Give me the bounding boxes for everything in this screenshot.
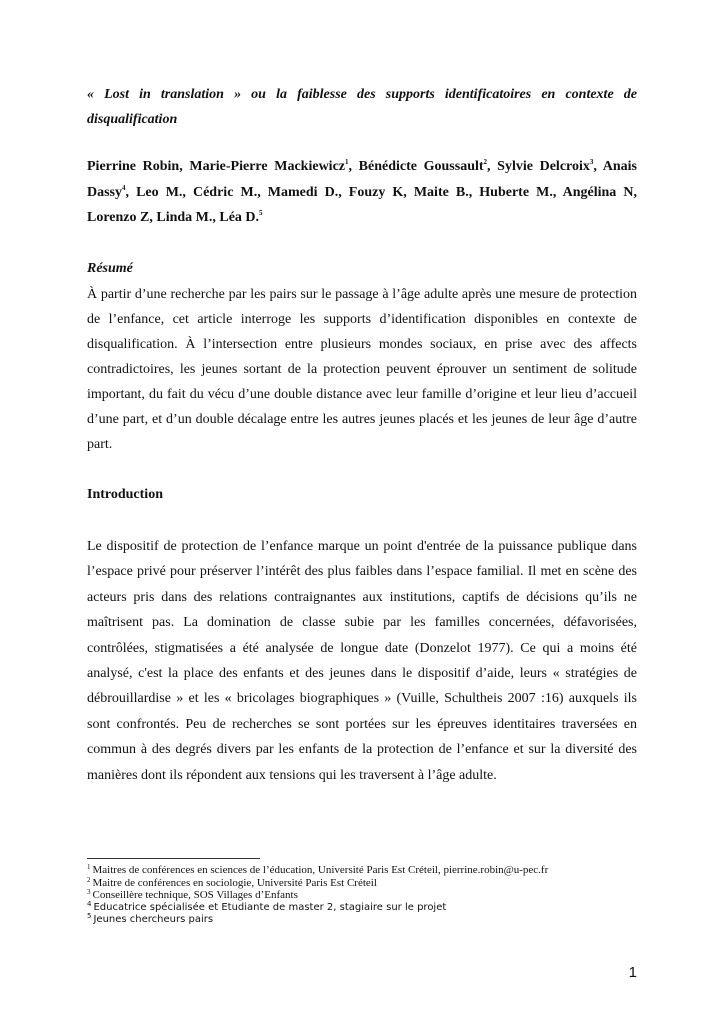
footnote-number: 5 [87, 912, 92, 921]
footnote-separator [87, 858, 260, 859]
footnote-ref[interactable]: 1 [345, 158, 349, 166]
footnote-ref[interactable]: 2 [483, 158, 488, 166]
author-name: Marie-Pierre Mackiewicz [189, 159, 345, 174]
section-heading-introduction: Introduction [87, 487, 163, 502]
footnote-ref[interactable]: 3 [589, 158, 594, 166]
footnote-item [87, 914, 637, 927]
footnote-item [87, 899, 637, 915]
footnote-text: Maitres de conférences en sciences de l’éducation, Université Paris Est Créteil, pierrine.robin@u-pec.fr [92, 864, 549, 876]
document-page [87, 0, 637, 1024]
footnote-ref[interactable]: 4 [122, 183, 126, 192]
footnote-text: Educatrice spécialisée et Etudiante de master 2, stagiaire sur le projet [93, 901, 447, 913]
author-names-rest: , Leo M., Cédric M., Mamedi D., Fouzy K, Maite B., Huberte M., Angélina N, Lorenzo Z, Linda M., Léa D. [87, 184, 637, 225]
footnote-number: 1 [87, 863, 91, 871]
footnote-number: 3 [87, 888, 91, 897]
author-name: , Sylvie Delcroix [487, 159, 590, 174]
footnote-item [87, 889, 637, 902]
footnote-item [87, 864, 637, 877]
abstract-heading: Résumé [87, 261, 133, 276]
abstract-text: À partir d’une recherche par les pairs sur le passage à l’âge adulte après une mesure de protection de l’enfance, cet article interroge les supports d’identification disponibles en contexte de disqualification. À l’intersection entre plusieurs mondes sociaux, en prise avec des affects contradictoires, les jeunes sortant de la protection peuvent éprouver un sentiment de solitude important, du fait du vécu d’une double distance avec leur famille d’origine et leur lieu d’accueil d’une part, et d’un double décalage entre les autres jeunes placés et les jeunes de leur âge d’autre part. [87, 287, 637, 452]
footnote-text: Conseillère technique, SOS Villages d’Enfants [92, 889, 298, 902]
author-name: Pierrine Robin, [87, 159, 190, 174]
footnotes [87, 864, 637, 927]
author-list [87, 154, 637, 231]
article-title: « Lost in translation » ou la faiblesse des supports identificatoires en contexte de disqualification [87, 87, 637, 127]
footnote-number: 4 [87, 899, 92, 908]
author-name: , Anais Dassy [87, 159, 638, 200]
footnote-number: 2 [87, 875, 91, 884]
footnote-ref[interactable]: 5 [259, 209, 263, 217]
introduction-paragraph: Le dispositif de protection de l’enfance marque un point d'entrée de la puissance publique dans l’espace privé pour préserver l’intérêt des plus faibles dans l’espace familial. Il met en scène des acteurs pris dans des relations contraignantes aux institutions, captifs de décisions qu’ils ne maîtrisent pas. La domination de classe subie par les familles concernées, défavorisées, contrôlées, stigmatisées a été analysée de longue date (Donzelot 1977). Ce qui a moins été analysé, c'est la place des enfants et des jeunes dans le dispositif d’aide, leurs « stratégies de débrouillardise » et les « bricolages biographiques » (Vuille, Schultheis 2007 :16) auxquels ils sont confrontés. Peu de recherches se sont portées sur les épreuves identitaires traversées en commun à des degrés divers par les enfants de la protection de l’enfance et sur la diversité des manières dont ils répondent aux tensions qui les traversent à l’âge adulte. [87, 539, 637, 783]
footnote-item [87, 877, 637, 890]
footnote-text: Maitre de conférences en sociologie, Université Paris Est Créteil [92, 876, 377, 889]
author-name: , Bénédicte Goussault [348, 159, 484, 174]
page-number: 1 [628, 964, 637, 981]
footnote-text: Jeunes chercheurs pairs [93, 914, 214, 926]
